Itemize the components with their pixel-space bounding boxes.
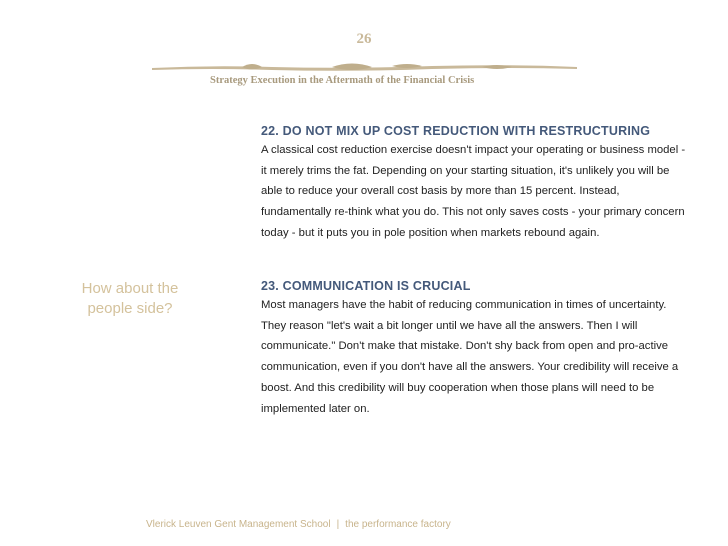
footer	[146, 519, 566, 530]
section-heading: 22. DO NOT MIX UP COST REDUCTION WITH RESTRUCTURING	[261, 124, 651, 138]
running-head: Strategy Execution in the Aftermath of the Financial Crisis	[210, 75, 475, 86]
section-body: Most managers have the habit of reducing communication in times of uncertainty. They reason "let's wait a bit longer until we have all the answers. Then I will communicate." Don't make that mistake. Don't shy back from open and pro-active communication, even if you don't have all the answers. Your credibility will receive a boost. And this credibility will buy cooperation when those plans will need to be implemented later on.	[261, 299, 679, 415]
footer-school: Vlerick Leuven Gent Management School	[146, 519, 331, 530]
page-number: 26	[356, 31, 372, 47]
section-body: A classical cost reduction exercise doesn't impact your operating or business model - it merely trims the fat. Depending on your starting situation, it's unlikely you will be able to reduce your overall cost basis by more than 15 percent. Instead, fundamentally re-think what you do. This not only saves costs - your primary concern today - but it puts you in pole position when markets rebound again.	[261, 144, 686, 239]
section-cost-reduction	[261, 124, 691, 244]
section-communication	[261, 279, 691, 419]
footer-separator: |	[336, 519, 340, 530]
section-heading: 23. COMMUNICATION IS CRUCIAL	[261, 279, 471, 293]
sidebar-question: How about the people side?	[81, 280, 179, 317]
decorative-rule	[152, 61, 577, 73]
footer-tagline: the performance factory	[345, 519, 451, 530]
